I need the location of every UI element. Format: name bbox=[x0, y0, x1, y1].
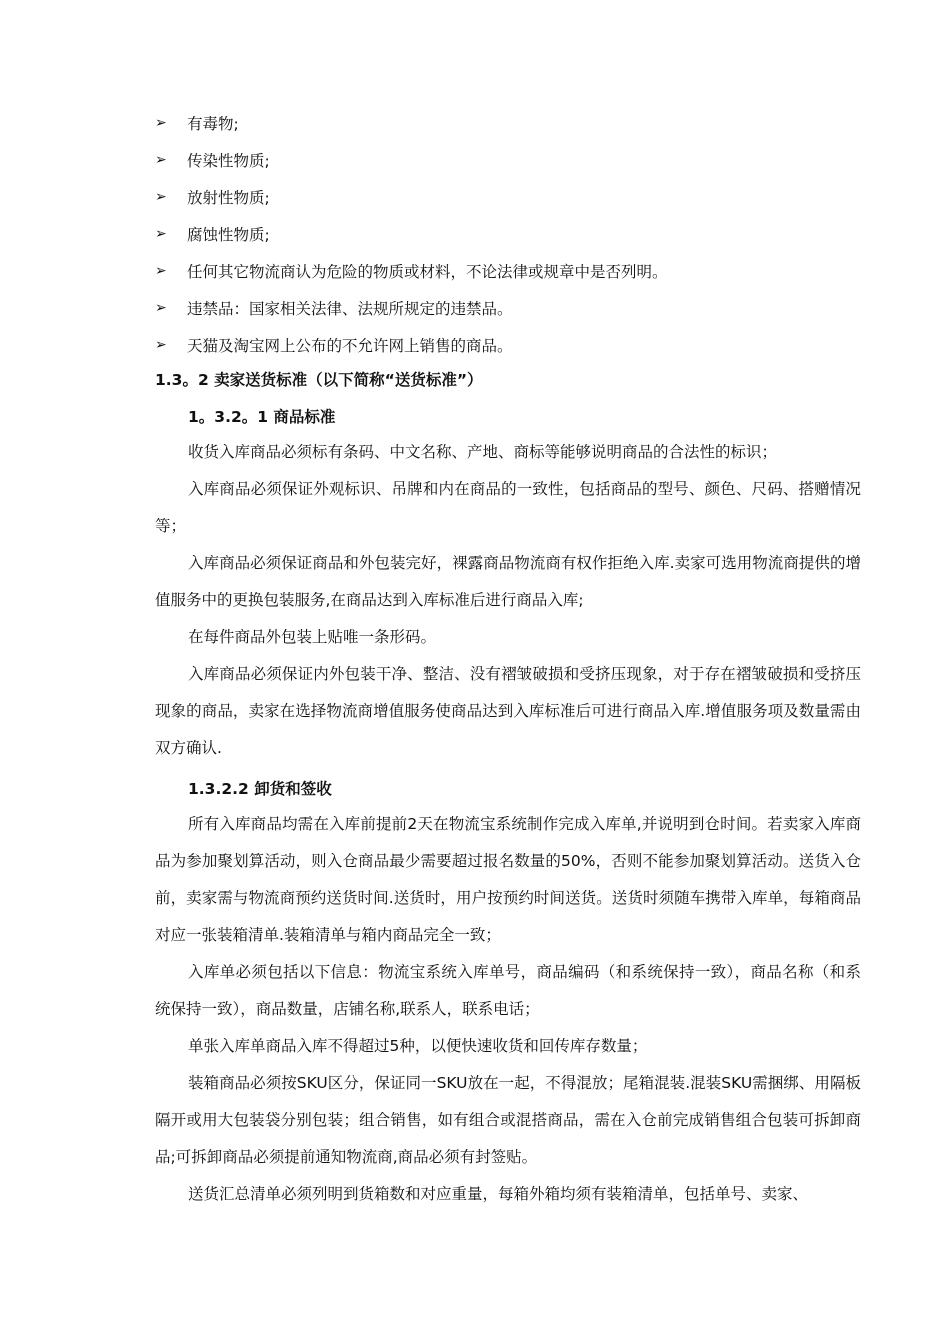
paragraph: 入库商品必须保证商品和外包装完好，裸露商品物流商有权作拒绝入库.卖家可选用物流商提供的增值服务中的更换包装服务,在商品达到入库标准后进行商品入库; bbox=[155, 554, 861, 609]
list-item bbox=[155, 252, 875, 289]
list-item-text: 放射性物质; bbox=[187, 188, 270, 207]
section-heading-1-3-2-2: 1.3.2.2 卸货和签收 bbox=[188, 780, 332, 798]
arrow-bullet-icon: ➢ bbox=[155, 188, 167, 205]
paragraph: 入库商品必须保证内外包装干净、整洁、没有褶皱破损和受挤压现象，对于存在褶皱破损和受挤压现象的商品，卖家在选择物流商增值服务使商品达到入库标准后可进行商品入库.增值服务项及数量需由双方确认. bbox=[155, 665, 861, 757]
arrow-bullet-icon: ➢ bbox=[155, 225, 167, 242]
list-item-text: 有毒物; bbox=[187, 114, 239, 133]
paragraph: 入库单必须包括以下信息：物流宝系统入库单号，商品编码（和系统保持一致），商品名称（和系统保持一致），商品数量，店铺名称,联系人，联系电话； bbox=[155, 963, 861, 1018]
paragraph: 入库商品必须保证外观标识、吊牌和内在商品的一致性，包括商品的型号、颜色、尺码、搭赠情况等； bbox=[155, 480, 861, 535]
section-heading-1-3-2: 1.3。2 卖家送货标准（以下简称“送货标准”） bbox=[155, 371, 483, 389]
arrow-bullet-icon: ➢ bbox=[155, 114, 167, 131]
arrow-bullet-icon: ➢ bbox=[155, 262, 167, 279]
list-item bbox=[155, 141, 875, 178]
list-item bbox=[155, 104, 875, 141]
list-item-text: 任何其它物流商认为危险的物质或材料，不论法律或规章中是否列明。 bbox=[187, 262, 668, 281]
list-item bbox=[155, 326, 875, 363]
list-item-text: 传染性物质; bbox=[187, 151, 270, 170]
arrow-bullet-icon: ➢ bbox=[155, 151, 167, 168]
list-item-text: 违禁品：国家相关法律、法规所规定的违禁品。 bbox=[187, 299, 513, 318]
list-item bbox=[155, 215, 875, 252]
list-item bbox=[155, 289, 875, 326]
paragraph: 送货汇总清单必须列明到货箱数和对应重量，每箱外箱均须有装箱清单，包括单号、卖家、 bbox=[188, 1185, 809, 1203]
paragraph: 装箱商品必须按SKU区分，保证同一SKU放在一起，不得混放；尾箱混装.混装SKU需捆绑、用隔板隔开或用大包装袋分别包装；组合销售，如有组合或混搭商品，需在入仓前完成销售组合包装可拆卸商品;可拆卸商品必须提前通知物流商,商品必须有封签贴。 bbox=[155, 1074, 861, 1166]
list-item-text: 天猫及淘宝网上公布的不允许网上销售的商品。 bbox=[187, 336, 513, 355]
bullet-list bbox=[155, 104, 875, 363]
paragraph: 在每件商品外包装上贴唯一条形码。 bbox=[188, 628, 437, 646]
section-heading-1-3-2-1: 1。3.2。1 商品标准 bbox=[188, 408, 336, 426]
list-item bbox=[155, 178, 875, 215]
paragraph: 所有入库商品均需在入库前提前2天在物流宝系统制作完成入库单,并说明到仓时间。若卖家入库商品为参加聚划算活动，则入仓商品最少需要超过报名数量的50%，否则不能参加聚划算活动。送货入仓前，卖家需与物流商预约送货时间.送货时，用户按预约时间送货。送货时须随车携带入库单，每箱商品对应一张装箱清单.装箱清单与箱内商品完全一致； bbox=[155, 815, 861, 944]
arrow-bullet-icon: ➢ bbox=[155, 299, 167, 316]
list-item-text: 腐蚀性物质; bbox=[187, 225, 270, 244]
paragraph: 单张入库单商品入库不得超过5种，以便快速收货和回传库存数量； bbox=[188, 1037, 648, 1055]
arrow-bullet-icon: ➢ bbox=[155, 336, 167, 353]
paragraph: 收货入库商品必须标有条码、中文名称、产地、商标等能够说明商品的合法性的标识； bbox=[188, 443, 778, 461]
